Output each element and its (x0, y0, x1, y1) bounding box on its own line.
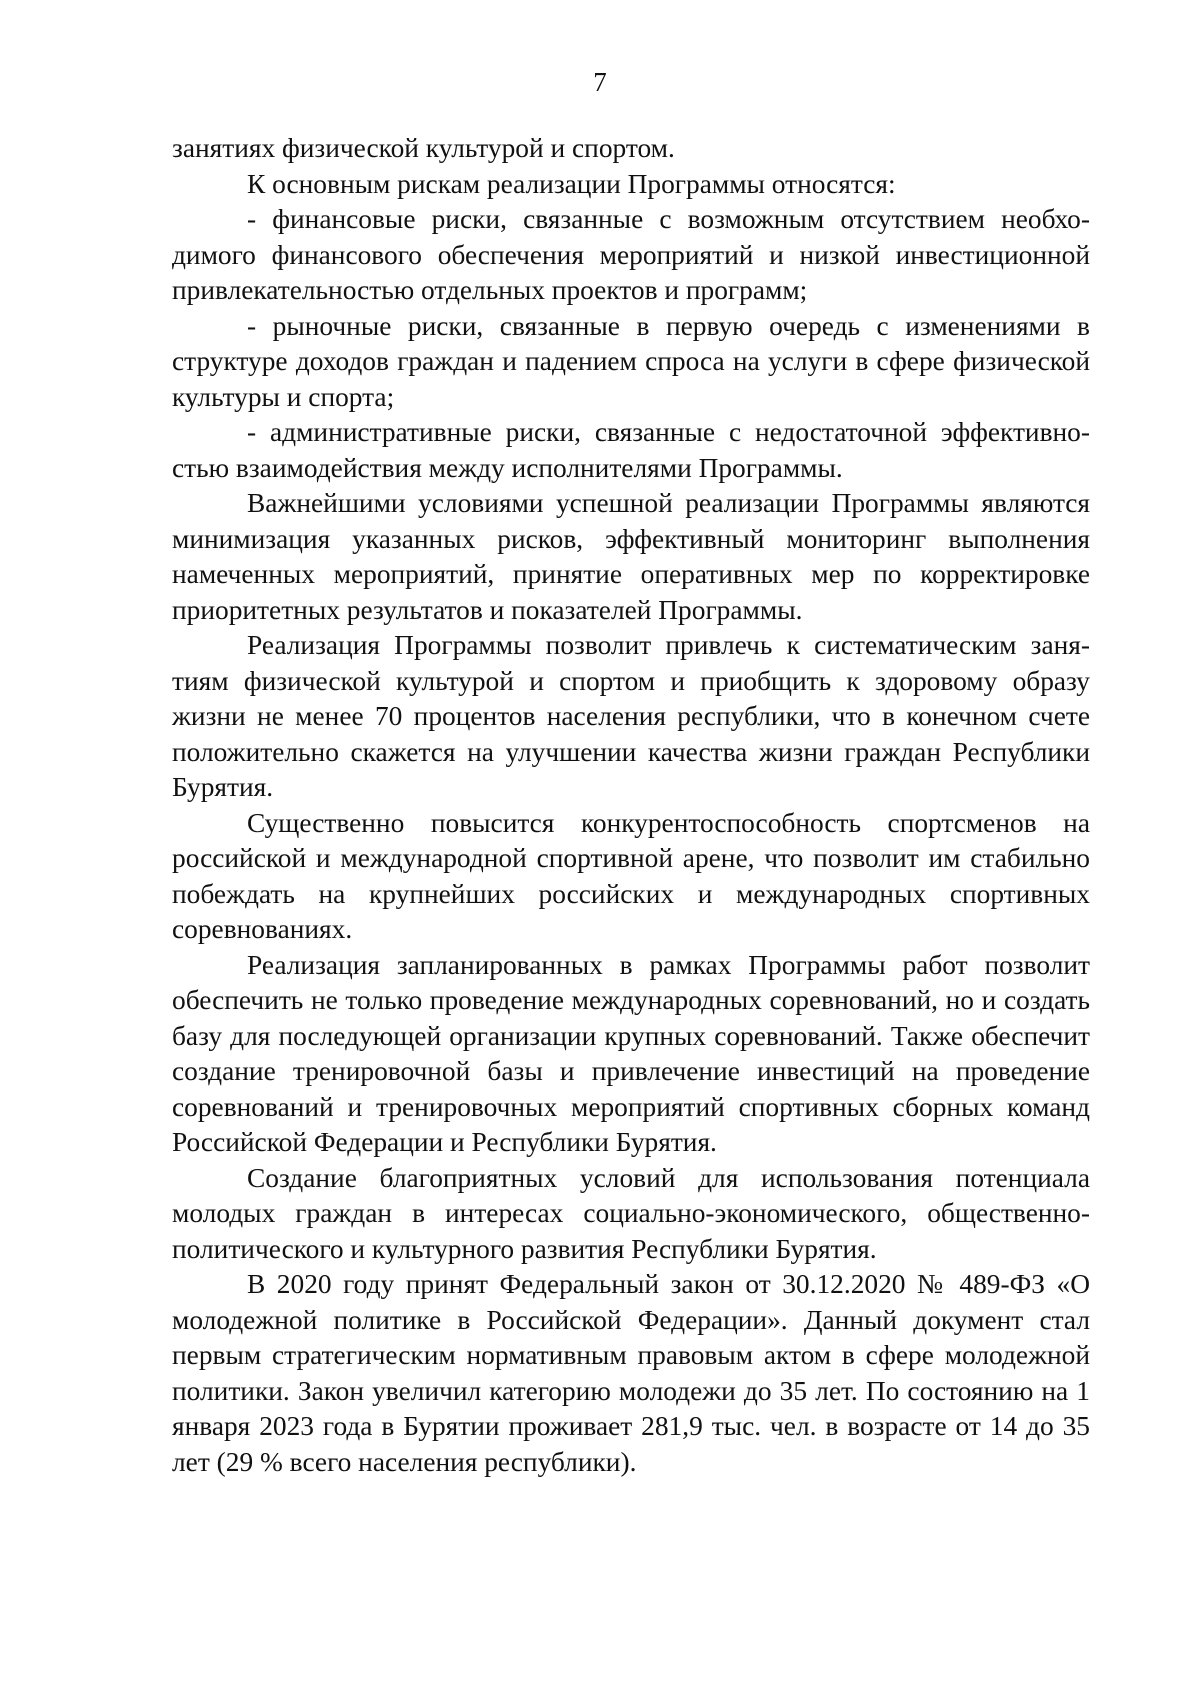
page-number: 7 (593, 67, 607, 97)
paragraph: - финансовые риски, связанные с возможным отсутствием необходимого финансового обеспечения мероприятий и низкой инвестиционной привлекательностью отдельных проектов и программ; (172, 204, 1090, 305)
paragraph: Создание благоприятных условий для использования потенциала молодых граждан в интересах социально-экономического, общественно-политического и культурного развития Республики Бурятия. (172, 1162, 1090, 1264)
paragraph: К основным рискам реализации Программы относятся: (247, 168, 896, 199)
paragraph: Реализация Программы позволит привлечь к систематическим занятиям физической культурой и спортом и приобщить к здоровому образу жизни не менее 70 процентов населения республики, что в конечном счете положительно скажется на улучшении качества жизни граждан Республики Бурятия. (172, 630, 1090, 802)
paragraph: Реализация запланированных в рамках Программы работ позволит обеспечить не только проведение международных соревнований, но и создать базу для последующей организации крупных соревнований. Также обеспечит создание тренировочной базы и привлечение инвестиций на проведение соревнований и тренировочных мероприятий спортивных сборных команд Российской Федерации и Республики Бурятия. (172, 949, 1090, 1157)
paragraph: - административные риски, связанные с недостаточной эффективностью взаимодействия между исполнителями Программы. (172, 417, 1090, 483)
paragraph: занятиях физической культурой и спортом. (172, 133, 675, 163)
paragraph: В 2020 году принят Федеральный закон от 30.12.2020 № 489-ФЗ «О молодежной политике в Российской Федерации». Данный документ стал первым стратегическим нормативным правовым актом в сфере молодежной политики. Закон увеличил категорию молодежи до 35 лет. По состоянию на 1 января 2023 года в Бурятии проживает 281,9 тыс. чел. в возрасте от 14 до 35 лет (29 % всего населения республики). (172, 1269, 1090, 1477)
paragraph: Существенно повысится конкурентоспособность спортсменов на российской и международной спортивной арене, что позволит им стабильно побеждать на крупнейших российских и международных спортивных соревнованиях. (172, 807, 1090, 944)
paragraph: - рыночные риски, связанные в первую очередь с изменениями в структуре доходов граждан и падением спроса на услуги в сфере физической культуры и спорта; (172, 310, 1090, 412)
document-body (172, 131, 1090, 1480)
paragraph: Важнейшими условиями успешной реализации Программы являются минимизация указанных рисков, эффективный мониторинг выполнения намеченных мероприятий, принятие оперативных мер по корректировке приоритетных результатов и показателей Программы. (172, 488, 1090, 625)
